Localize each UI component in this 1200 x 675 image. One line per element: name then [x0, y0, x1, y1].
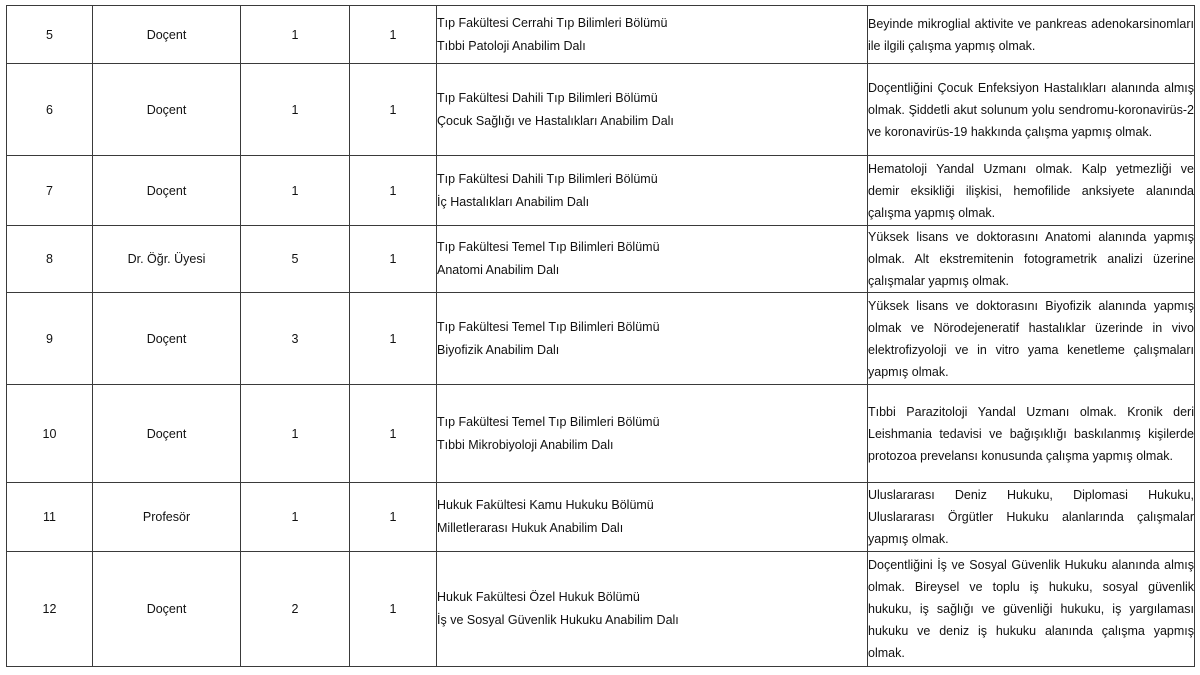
position-count: 1 [350, 156, 437, 226]
table-row [7, 6, 1195, 64]
position-count: 1 [350, 6, 437, 64]
position-count: 1 [350, 64, 437, 156]
requirement-text: Doçentliğini Çocuk Enfeksiyon Hastalıkları alanında almış olmak. Şiddetli akut solunum yolu sendromu-koronavirüs-2 ve koronavirüs-19 hakkında çalışma yapmış olmak. [868, 64, 1195, 156]
position-degree: 2 [241, 552, 350, 667]
position-count: 1 [350, 385, 437, 483]
position-degree: 1 [241, 6, 350, 64]
unit-subdivision: İş ve Sosyal Güvenlik Hukuku Anabilim Dalı [437, 613, 679, 627]
position-count: 1 [350, 226, 437, 293]
academic-title: Profesör [93, 483, 241, 552]
unit-cell [437, 385, 868, 483]
unit-faculty-department: Tıp Fakültesi Temel Tıp Bilimleri Bölümü [437, 319, 660, 334]
academic-title: Doçent [93, 156, 241, 226]
position-degree: 1 [241, 156, 350, 226]
requirement-text: Doçentliğini İş ve Sosyal Güvenlik Hukuku alanında almış olmak. Bireysel ve toplu iş hukuku, sosyal güvenlik hukuku, iş sağlığı ve güvenliği hukuku, iş yargılaması hukuku ve deniz iş hukuku alanında çalışma yapmış olmak. [868, 552, 1195, 667]
position-count: 1 [350, 293, 437, 385]
position-count: 1 [350, 552, 437, 667]
unit-cell [437, 226, 868, 293]
row-number: 11 [7, 483, 93, 552]
unit-subdivision: Tıbbi Mikrobiyoloji Anabilim Dalı [437, 437, 614, 452]
unit-subdivision: Milletlerarası Hukuk Anabilim Dalı [437, 521, 624, 535]
requirement-text: Yüksek lisans ve doktorasını Anatomi alanında yapmış olmak. Alt ekstremitenin fotogrametrik analizi üzerine çalışmalar yapmış olmak. [868, 226, 1195, 293]
row-number: 12 [7, 552, 93, 667]
row-number: 10 [7, 385, 93, 483]
table-row [7, 385, 1195, 483]
academic-title: Doçent [93, 6, 241, 64]
unit-cell [437, 293, 868, 385]
unit-subdivision: Çocuk Sağlığı ve Hastalıkları Anabilim Dalı [437, 113, 674, 128]
unit-faculty-department: Tıp Fakültesi Dahili Tıp Bilimleri Bölümü [437, 171, 658, 186]
unit-cell [437, 552, 868, 667]
unit-faculty-department: Hukuk Fakültesi Kamu Hukuku Bölümü [437, 498, 654, 512]
position-degree: 3 [241, 293, 350, 385]
academic-title: Doçent [93, 64, 241, 156]
unit-faculty-department: Tıp Fakültesi Temel Tıp Bilimleri Bölümü [437, 414, 660, 429]
academic-title: Doçent [93, 552, 241, 667]
unit-faculty-department: Tıp Fakültesi Dahili Tıp Bilimleri Bölümü [437, 90, 658, 105]
requirement-text: Yüksek lisans ve doktorasını Biyofizik alanında yapmış olmak ve Nörodejeneratif hastalıklar üzerinde in vivo elektrofizyoloji ve in vitro yama kenetleme çalışmaları yapmış olmak. [868, 293, 1195, 385]
position-degree: 5 [241, 226, 350, 293]
row-number: 6 [7, 64, 93, 156]
table-row [7, 64, 1195, 156]
academic-title: Doçent [93, 385, 241, 483]
academic-title: Dr. Öğr. Üyesi [93, 226, 241, 293]
row-number: 9 [7, 293, 93, 385]
requirement-text: Uluslararası Deniz Hukuku, Diplomasi Hukuku, Uluslararası Örgütler Hukuku alanlarında çalışmalar yapmış olmak. [868, 483, 1195, 552]
table-row [7, 483, 1195, 552]
table-row [7, 226, 1195, 293]
position-degree: 1 [241, 64, 350, 156]
requirement-text: Beyinde mikroglial aktivite ve pankreas adenokarsinomları ile ilgili çalışma yapmış olmak. [868, 6, 1195, 64]
unit-cell [437, 483, 868, 552]
row-number: 7 [7, 156, 93, 226]
academic-title: Doçent [93, 293, 241, 385]
position-degree: 1 [241, 483, 350, 552]
table-row [7, 552, 1195, 667]
unit-faculty-department: Hukuk Fakültesi Özel Hukuk Bölümü [437, 590, 640, 604]
requirement-text: Tıbbi Parazitoloji Yandal Uzmanı olmak. Kronik deri Leishmania tedavisi ve bağışıklığı baskılanmış kişilerde protozoa prevelansı konusunda çalışma yapmış olmak. [868, 385, 1195, 483]
table-row [7, 293, 1195, 385]
unit-faculty-department: Tıp Fakültesi Temel Tıp Bilimleri Bölümü [437, 240, 660, 254]
table-row [7, 156, 1195, 226]
unit-cell [437, 6, 868, 64]
positions-table [6, 5, 1195, 667]
unit-cell [437, 64, 868, 156]
row-number: 5 [7, 6, 93, 64]
position-degree: 1 [241, 385, 350, 483]
unit-subdivision: Anatomi Anabilim Dalı [437, 263, 560, 277]
requirement-text: Hematoloji Yandal Uzmanı olmak. Kalp yetmezliği ve demir eksikliği ilişkisi, hemofilide anksiyete alanında çalışma yapmış olmak. [868, 156, 1195, 226]
unit-cell [437, 156, 868, 226]
unit-subdivision: Biyofizik Anabilim Dalı [437, 342, 560, 357]
row-number: 8 [7, 226, 93, 293]
unit-subdivision: İç Hastalıkları Anabilim Dalı [437, 194, 590, 209]
unit-faculty-department: Tıp Fakültesi Cerrahi Tıp Bilimleri Bölümü [437, 15, 668, 30]
position-count: 1 [350, 483, 437, 552]
unit-subdivision: Tıbbi Patoloji Anabilim Dalı [437, 38, 586, 53]
